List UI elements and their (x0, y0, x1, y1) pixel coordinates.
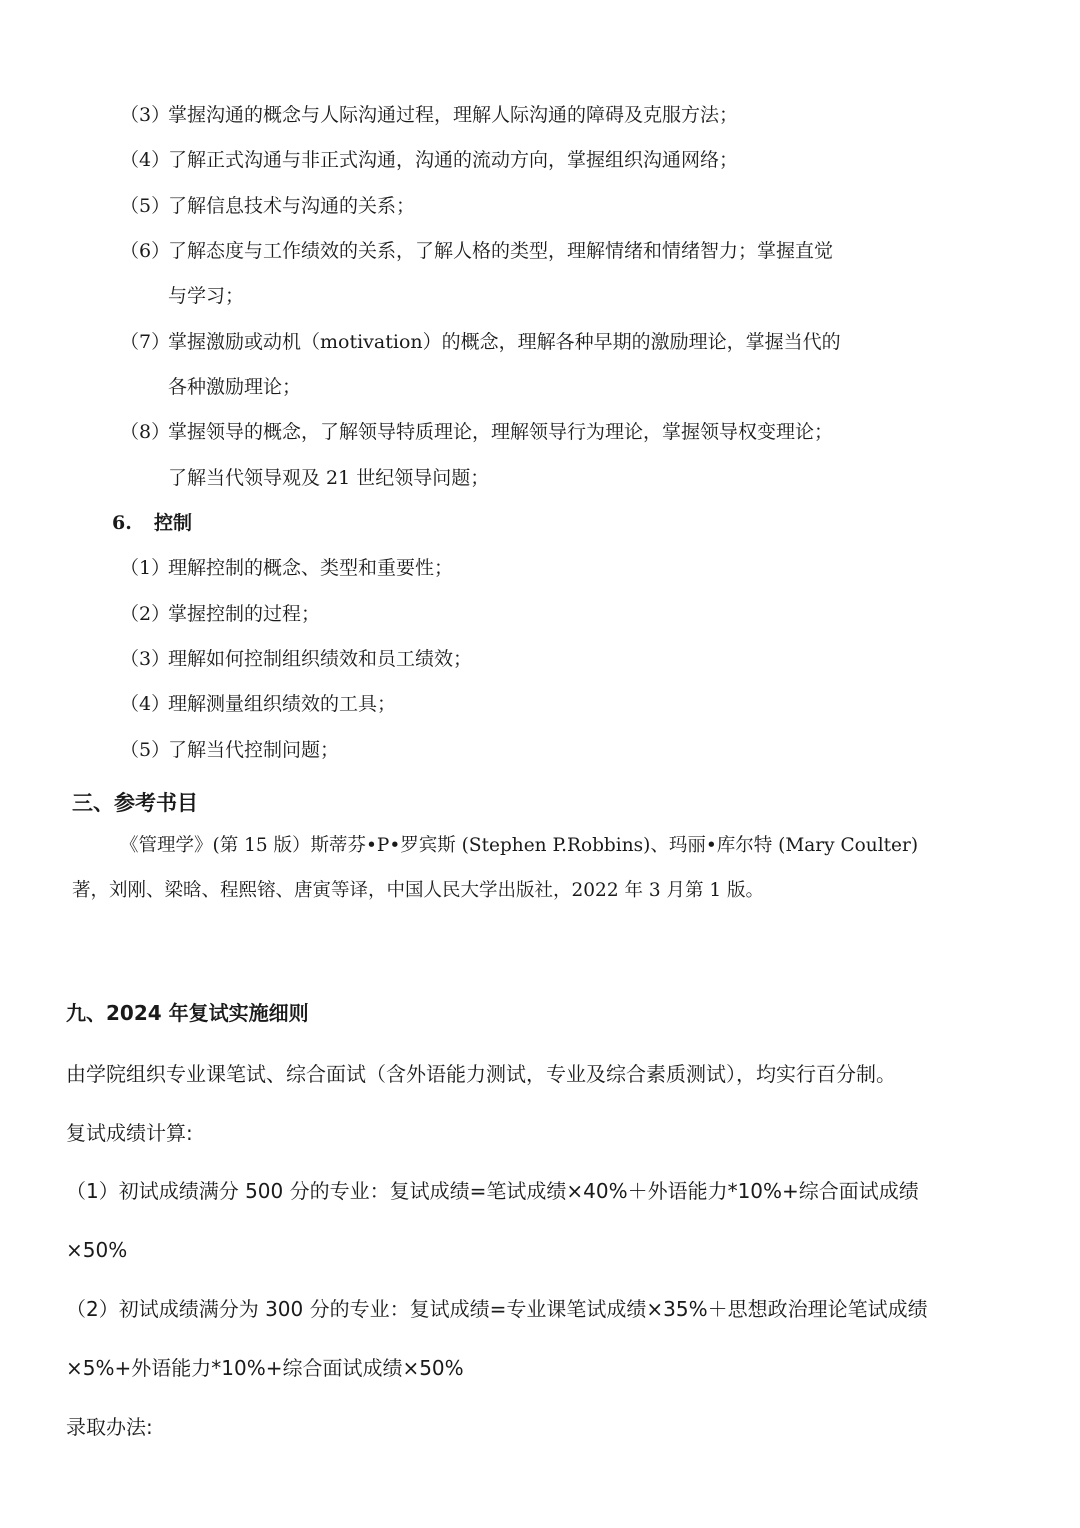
item-text: 理解控制的概念、类型和重要性； (168, 557, 454, 579)
item-continuation: 了解当代领导观及 21 世纪领导问题； (168, 467, 490, 489)
item-number: （1） (120, 557, 171, 579)
formula-300-cont: ×5%+外语能力*10%+综合面试成绩×50% (66, 1356, 464, 1380)
item-number: （8） (120, 421, 171, 443)
formula-500: （1）初试成绩满分 500 分的专业：复试成绩=笔试成绩×40%＋外语能力*10%+综合面试成绩 (66, 1179, 919, 1203)
section-number: 6. (112, 512, 132, 534)
outline-item (120, 148, 738, 172)
section-title: 控制 (154, 512, 193, 534)
formula-300: （2）初试成绩满分为 300 分的专业：复试成绩=专业课笔试成绩×35%＋思想政治理论笔试成绩 (66, 1297, 928, 1321)
reference-line: 《管理学》(第 15 版）斯蒂芬•P•罗宾斯 (Stephen P.Robbins)、玛丽•库尔特 (Mary Coulter) (120, 835, 919, 856)
outline-item (120, 602, 320, 626)
outline-item (120, 738, 339, 762)
reference-line: 著，刘刚、梁晗、程熙镕、唐寅等译，中国人民大学出版社，2022 年 3 月第 1 版。 (72, 880, 765, 901)
item-text: 掌握控制的过程； (168, 603, 321, 625)
item-text: 掌握沟通的概念与人际沟通过程，理解人际沟通的障碍及克服方法； (168, 104, 739, 126)
outline-item (120, 556, 453, 580)
outline-item (120, 239, 833, 263)
item-text: 了解信息技术与沟通的关系； (168, 195, 416, 217)
item-number: （7） (120, 331, 171, 353)
formula-500-cont: ×50% (66, 1238, 128, 1262)
outline-item (120, 330, 841, 354)
item-number: （3） (120, 104, 171, 126)
item-number: （5） (120, 195, 171, 217)
retest-heading: 九、2024 年复试实施细则 (66, 1001, 309, 1025)
item-text: 理解测量组织绩效的工具； (168, 693, 397, 715)
section-heading (112, 511, 192, 535)
item-text: 理解如何控制组织绩效和员工绩效； (168, 648, 473, 670)
item-continuation: 各种激励理论； (168, 376, 302, 398)
item-number: （6） (120, 240, 171, 262)
admission-label: 录取办法: (66, 1415, 153, 1439)
item-text: 掌握激励或动机（motivation）的概念，理解各种早期的激励理论，掌握当代的 (168, 331, 841, 353)
item-text: 掌握领导的概念，了解领导特质理论，理解领导行为理论，掌握领导权变理论； (168, 421, 834, 443)
item-text: 了解当代控制问题； (168, 739, 340, 761)
retest-intro: 由学院组织专业课笔试、综合面试（含外语能力测试，专业及综合素质测试），均实行百分制。 (66, 1062, 896, 1086)
calc-label: 复试成绩计算: (66, 1121, 193, 1145)
outline-item (120, 692, 396, 716)
outline-item (120, 103, 738, 127)
item-number: （2） (120, 603, 171, 625)
outline-item (120, 194, 415, 218)
item-number: （4） (120, 149, 171, 171)
item-continuation: 与学习； (168, 285, 245, 307)
item-number: （3） (120, 648, 171, 670)
outline-item (120, 420, 833, 444)
item-number: （4） (120, 693, 171, 715)
references-heading: 三、参考书目 (72, 791, 198, 815)
outline-item (120, 647, 472, 671)
item-number: （5） (120, 739, 171, 761)
item-text: 了解态度与工作绩效的关系，了解人格的类型，理解情绪和情绪智力；掌握直觉 (168, 240, 834, 262)
item-text: 了解正式沟通与非正式沟通，沟通的流动方向，掌握组织沟通网络； (168, 149, 739, 171)
